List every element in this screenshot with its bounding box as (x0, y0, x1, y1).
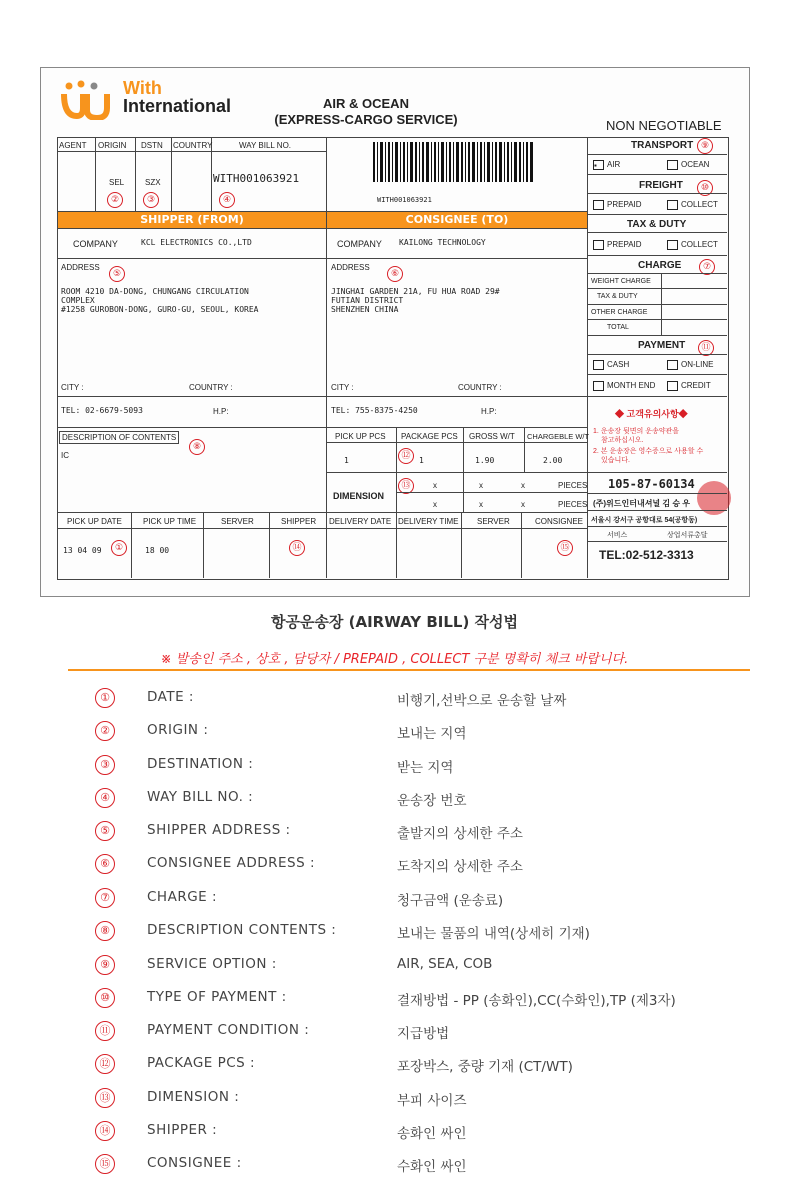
guide-item-term: ORIGIN : (147, 722, 209, 738)
shipper-address-label: ADDRESS (61, 263, 100, 272)
guide-item-term: CONSIGNEE : (147, 1155, 242, 1171)
logo-line-1: With (123, 78, 162, 98)
guide-item-desc: 지급방법 (397, 1026, 450, 1042)
marker-14: ⑭ (289, 540, 305, 556)
tax-collect-label: COLLECT (681, 240, 718, 250)
delivery-date-label: DELIVERY DATE (329, 517, 392, 526)
guide-item-desc: 수화인 싸인 (397, 1159, 467, 1175)
guide-item-number: ⑦ (95, 888, 115, 908)
guide-item-term: SHIPPER : (147, 1122, 218, 1138)
collect-checkbox-icon (667, 200, 678, 210)
guide-item-desc: 청구금액 (운송료) (397, 893, 504, 909)
marker-11: ⑪ (698, 340, 714, 356)
guide-item-desc: 비행기,선박으로 운송할 날짜 (397, 693, 567, 709)
dim-x-6: x (521, 500, 525, 509)
air-label: AIR (607, 160, 621, 170)
bill-title (231, 96, 501, 128)
logo-line-2: International (123, 96, 232, 116)
dept-kr: 상업서류총달 (667, 532, 708, 539)
company-name-kr: (주)위드인터내셔널 김 승 우 (593, 499, 691, 508)
tax-prepaid-label: PREPAID (607, 240, 642, 250)
shipper-hp: H.P: (213, 407, 229, 416)
ocean-label: OCEAN (681, 160, 710, 170)
guide-item-term: SHIPPER ADDRESS : (147, 822, 291, 838)
bill-title-line-2: (EXPRESS-CARGO SERVICE) (274, 112, 458, 127)
pickup-time-value: 18 00 (145, 546, 170, 555)
description-value: IC (61, 451, 69, 460)
air-checkbox-icon: ▪ (593, 160, 604, 170)
freight-prepaid-option (593, 200, 642, 210)
barcode-text: WITH001063921 (377, 196, 432, 204)
consignee-address-1: JINGHAI GARDEN 21A, FU HUA ROAD 29# (331, 287, 500, 296)
shipper-country-label: COUNTRY : (189, 383, 233, 392)
company-address-kr: 서울시 강서구 공항대로 54(공항동) (591, 517, 698, 524)
shipper-sign-label: SHIPPER (281, 517, 317, 526)
guide-item (0, 821, 789, 841)
service-kr: 서비스 (607, 532, 628, 539)
pickup-time-label: PICK UP TIME (143, 517, 197, 526)
pickup-date-label: PICK UP DATE (67, 517, 122, 526)
guide-item-desc: 도착지의 상세한 주소 (397, 859, 523, 875)
with-logo-icon (61, 80, 121, 120)
pickup-pcs-label: PICK UP PCS (335, 432, 386, 441)
month-end-checkbox-icon (593, 381, 604, 391)
guide-item (0, 721, 789, 741)
guide-item-term: CHARGE : (147, 889, 218, 905)
guide-item-desc: 출발지의 상세한 주소 (397, 826, 523, 842)
total-label: TOTAL (607, 324, 629, 331)
guide-item-term: DESCRIPTION CONTENTS : (147, 922, 337, 938)
guide-item (0, 854, 789, 874)
tax-collect-checkbox-icon (667, 240, 678, 250)
shipper-tel: TEL: 02-6679-5093 (61, 406, 143, 415)
notice-1: 1. 운송장 뒷면의 운송약관을 (593, 428, 680, 435)
cash-option (593, 360, 629, 370)
tax-prepaid-checkbox-icon (593, 240, 604, 250)
guide-note: ※ 발송인 주소 , 상호 , 담당자 / PREPAID , COLLECT 구분 명확히 체크 바랍니다. (160, 652, 629, 667)
business-number: 105-87-60134 (608, 477, 695, 491)
dimension-label: DIMENSION (333, 491, 385, 501)
guide-item (0, 1121, 789, 1141)
dstn-value: SZX (145, 178, 161, 187)
guide-item-term: PAYMENT CONDITION : (147, 1022, 310, 1038)
guide-item-term: PACKAGE PCS : (147, 1055, 256, 1071)
shipper-address-2: COMPLEX (61, 296, 95, 305)
guide-item-number: ⑤ (95, 821, 115, 841)
guide-item-desc: 보내는 지역 (397, 726, 467, 742)
marker-13: ⑬ (398, 478, 414, 494)
description-label: DESCRIPTION OF CONTENTS (59, 431, 179, 444)
barcode-icon (371, 142, 541, 192)
guide-item-term: DESTINATION : (147, 756, 254, 772)
marker-1: ① (111, 540, 127, 556)
guide-item-number: ④ (95, 788, 115, 808)
ocean-checkbox-icon (667, 160, 678, 170)
guide-item-number: ⑩ (95, 988, 115, 1008)
guide-item-desc: 포장박스, 중량 기재 (CT/WT) (397, 1059, 573, 1075)
guide-item (0, 921, 789, 941)
prepaid-checkbox-icon (593, 200, 604, 210)
marker-2: ② (107, 192, 123, 208)
consignee-address-2: FUTIAN DISTRICT (331, 296, 404, 305)
guide-item (0, 1154, 789, 1174)
payment-label: PAYMENT (638, 340, 686, 351)
guide-item-number: ⑬ (95, 1088, 115, 1108)
guide-title: 항공운송장 (AIRWAY BILL) 작성법 (270, 613, 519, 631)
month-end-label: MONTH END (607, 381, 656, 391)
consignee-sign-label: CONSIGNEE (535, 517, 584, 526)
tax-prepaid-option (593, 240, 642, 250)
shipper-city-label: CITY : (61, 383, 84, 392)
guide-item-desc: 운송장 번호 (397, 793, 467, 809)
guide-item-desc: 보내는 물품의 내역(상세히 기재) (397, 926, 590, 942)
guide-item-number: ⑥ (95, 854, 115, 874)
guide-item-desc: 받는 지역 (397, 760, 454, 776)
notice-title: ◆ 고객유의사항◆ (615, 409, 688, 419)
guide-item-desc: 부피 사이즈 (397, 1093, 467, 1109)
notice-2: 2. 본 운송장은 영수증으로 사용할 수 (593, 448, 704, 455)
marker-9: ⑨ (697, 138, 713, 154)
credit-label: CREDIT (681, 381, 711, 391)
consignee-tel: TEL: 755-8375-4250 (331, 406, 418, 415)
airway-bill-sample (40, 67, 750, 597)
marker-7: ⑦ (699, 259, 715, 275)
shipper-address-3: #1258 GUROBON-DONG, GURO-GU, SEOUL, KOREA (61, 305, 259, 314)
shipper-address-1: ROOM 4210 DA-DONG, CHUNGANG CIRCULATION (61, 287, 249, 296)
consignee-hp: H.P: (481, 407, 497, 416)
guide-item-term: WAY BILL NO. : (147, 789, 254, 805)
guide-item (0, 788, 789, 808)
dstn-label: DSTN (141, 141, 163, 150)
waybill-no-label: WAY BILL NO. (239, 141, 292, 150)
other-charge-label: OTHER CHARGE (591, 309, 648, 316)
guide-item-desc: 송화인 싸인 (397, 1126, 467, 1142)
chargeable-label: CHARGEBLE W/T (527, 432, 590, 441)
guide-item-term: CONSIGNEE ADDRESS : (147, 855, 316, 871)
consignee-address-label: ADDRESS (331, 263, 370, 272)
marker-6: ⑥ (387, 266, 403, 282)
package-pcs-value: 1 (419, 456, 424, 465)
guide-item-number: ⑨ (95, 955, 115, 975)
consignee-company: KAILONG TECHNOLOGY (399, 238, 486, 247)
month-end-option (593, 381, 655, 391)
guide-item-term: DIMENSION : (147, 1089, 240, 1105)
tax-and-duty-label: TAX & DUTY (597, 293, 638, 300)
gross-label: GROSS W/T (469, 432, 515, 441)
cash-checkbox-icon (593, 360, 604, 370)
consignee-city-label: CITY : (331, 383, 354, 392)
consignee-company-label: COMPANY (337, 239, 382, 249)
notice-1b: 참고하십시오. (601, 437, 644, 444)
credit-option (667, 381, 711, 391)
guide-item-number: ⑫ (95, 1054, 115, 1074)
pickup-pcs-value: 1 (344, 456, 349, 465)
dim-x-2: x (479, 481, 483, 490)
delivery-time-label: DELIVERY TIME (398, 517, 459, 526)
marker-5: ⑤ (109, 266, 125, 282)
guide-item-desc: 결재방법 - PP (송화인),CC(수화인),TP (제3자) (397, 993, 676, 1009)
ocean-option (667, 160, 709, 170)
dim-x-5: x (479, 500, 483, 509)
agent-label: AGENT (59, 141, 87, 150)
non-negotiable-label: NON NEGOTIABLE (606, 118, 722, 133)
guide-item-number: ③ (95, 755, 115, 775)
shipper-header: SHIPPER (FROM) (58, 212, 326, 228)
shipper-company-label: COMPANY (73, 239, 118, 249)
server2-label: SERVER (477, 517, 510, 526)
guide-item-number: ① (95, 688, 115, 708)
weight-charge-label: WEIGHT CHARGE (591, 278, 651, 285)
company-tel: TEL:02-512-3313 (599, 548, 694, 562)
notice-2b: 있습니다. (601, 457, 630, 464)
tax-duty-label: TAX & DUTY (627, 219, 687, 230)
marker-12: ⑫ (398, 448, 414, 464)
package-pcs-label: PACKAGE PCS (401, 432, 458, 441)
dim-x-4: x (433, 500, 437, 509)
guide-item (0, 755, 789, 775)
origin-label: ORIGIN (98, 141, 127, 150)
credit-checkbox-icon (667, 381, 678, 391)
freight-collect-label: COLLECT (681, 200, 718, 210)
marker-4: ④ (219, 192, 235, 208)
origin-value: SEL (109, 178, 125, 187)
pickup-date-value: 13 04 09 (63, 546, 102, 555)
shipper-company: KCL ELECTRONICS CO.,LTD (141, 238, 252, 247)
freight-prepaid-label: PREPAID (607, 200, 642, 210)
guide-item-term: SERVICE OPTION : (147, 956, 277, 972)
freight-label: FREIGHT (639, 180, 683, 191)
dim-x-3: x (521, 481, 525, 490)
guide-item (0, 688, 789, 708)
guide-item (0, 988, 789, 1008)
country-label: COUNTRY (173, 141, 213, 150)
server-label: SERVER (221, 517, 254, 526)
dim-pieces-1: PIECES (558, 481, 588, 490)
marker-3: ③ (143, 192, 159, 208)
guide-item-term: TYPE OF PAYMENT : (147, 989, 287, 1005)
online-checkbox-icon (667, 360, 678, 370)
dim-x-1: x (433, 481, 437, 490)
gross-value: 1.90 (475, 456, 495, 465)
dim-pieces-2: PIECES (558, 500, 588, 509)
guide-item-number: ⑮ (95, 1154, 115, 1174)
guide-divider (68, 669, 750, 671)
guide-item (0, 888, 789, 908)
guide-item-number: ② (95, 721, 115, 741)
chargeable-value: 2.00 (543, 456, 563, 465)
consignee-header: CONSIGNEE (TO) (327, 212, 587, 228)
waybill-value: WITH001063921 (213, 172, 300, 185)
online-label: ON-LINE (681, 360, 714, 370)
guide-item-number: ⑧ (95, 921, 115, 941)
marker-8: ⑧ (189, 439, 205, 455)
guide-item (0, 1054, 789, 1074)
charge-label: CHARGE (638, 260, 682, 271)
guide-item-desc: AIR, SEA, COB (397, 956, 493, 972)
cash-label: CASH (607, 360, 630, 370)
guide-item (0, 1088, 789, 1108)
guide-item-number: ⑭ (95, 1121, 115, 1141)
consignee-country-label: COUNTRY : (458, 383, 502, 392)
bill-title-line-1: AIR & OCEAN (323, 96, 409, 111)
air-option (593, 160, 620, 170)
marker-15: ⑮ (557, 540, 573, 556)
guide-item (0, 955, 789, 975)
transport-label: TRANSPORT (631, 140, 694, 151)
guide-item (0, 1021, 789, 1041)
marker-10: ⑩ (697, 180, 713, 196)
consignee-address-3: SHENZHEN CHINA (331, 305, 399, 314)
guide-item-number: ⑪ (95, 1021, 115, 1041)
freight-collect-option (667, 200, 718, 210)
guide-item-term: DATE : (147, 689, 194, 705)
tax-collect-option (667, 240, 718, 250)
online-option (667, 360, 713, 370)
